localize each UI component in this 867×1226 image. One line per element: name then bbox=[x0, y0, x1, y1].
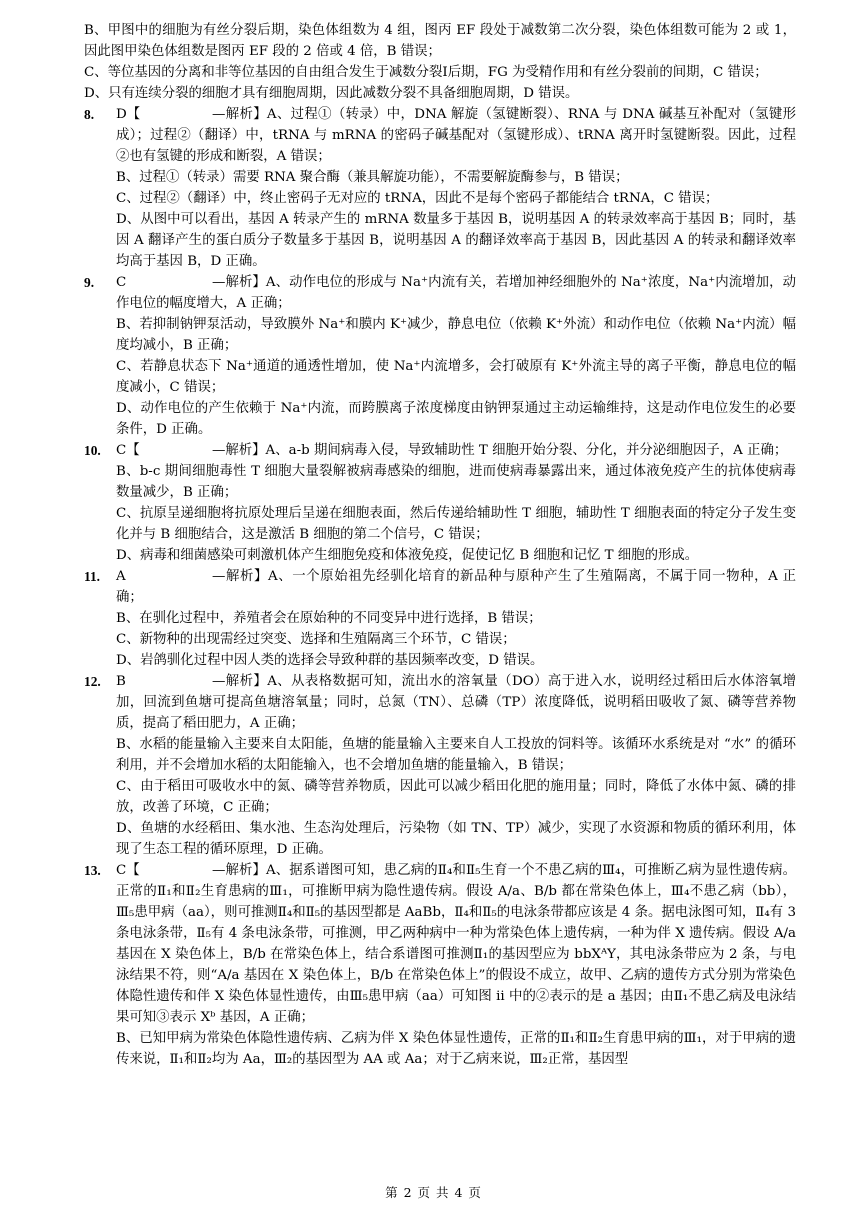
answer-item-12 bbox=[84, 671, 796, 860]
answer-choice: A bbox=[116, 569, 126, 584]
explanation-line: D、岩鸽驯化过程中因人类的选择会导致种群的基因频率改变，D 错误。 bbox=[116, 653, 544, 668]
explanation-line: B、已知甲病为常染色体隐性遗传病、乙病为伴 X 染色体显性遗传，正常的Ⅱ₁和Ⅱ₂生育患甲病的Ⅲ₁，对于甲病的遗传来说，Ⅱ₁和Ⅱ₂均为 Aa，Ⅲ₂的基因型为 AA 或 Aa；对于乙病来说，Ⅲ₂正常，基因型 bbox=[116, 1031, 796, 1067]
explanation-line: B、过程①（转录）需要 RNA 聚合酶（兼具解旋功能），不需要解旋酶参与，B 错误； bbox=[116, 170, 629, 185]
document-body bbox=[84, 20, 796, 1070]
lead-line: B、甲图中的细胞为有丝分裂后期，染色体组数为 4 组，图丙 EF 段处于减数第二次分裂，染色体组数可能为 2 或 1，因此图甲染色体组数是图丙 EF 段的 2 倍或 4 倍，B 错误； bbox=[84, 23, 796, 59]
answer-choice: D【 bbox=[116, 107, 141, 122]
item-number: 9. bbox=[84, 275, 95, 290]
explanation-line: —解析】A、动作电位的形成与 Na⁺内流有关，若增加神经细胞外的 Na⁺浓度，Na⁺内流增加，动作电位的幅度增大，A 正确； bbox=[116, 275, 796, 311]
answer-choice: C bbox=[116, 275, 127, 290]
explanation-line: C、过程②（翻译）中，终止密码子无对应的 tRNA，因此不是每个密码子都能结合 tRNA，C 错误； bbox=[116, 191, 719, 206]
item-number: 11. bbox=[84, 569, 100, 584]
explanation-line: D、病毒和细菌感染可刺激机体产生细胞免疫和体液免疫，促使记忆 B 细胞和记忆 T 细胞的形成。 bbox=[116, 548, 699, 563]
item-number: 10. bbox=[84, 443, 101, 458]
explanation-line: D、鱼塘的水经稻田、集水池、生态沟处理后，污染物（如 TN、TP）减少，实现了水资源和物质的循环利用，体现了生态工程的循环原理，D 正确。 bbox=[116, 821, 796, 857]
explanation-line: C、由于稻田可吸收水中的氮、磷等营养物质，因此可以减少稻田化肥的施用量；同时，降低了水体中氮、磷的排放，改善了环境，C 正确； bbox=[116, 779, 796, 815]
explanation-line: B、b-c 期间细胞毒性 T 细胞大量裂解被病毒感染的细胞，进而使病毒暴露出来，通过体液免疫产生的抗体使病毒数量减少，B 正确； bbox=[116, 464, 796, 500]
explanation-line: D、从图中可以看出，基因 A 转录产生的 mRNA 数量多于基因 B，说明基因 A 的转录效率高于基因 B；同时，基因 A 翻译产生的蛋白质分子数量多于基因 B，说明基因 A 的翻译效率高于基因 B，因此基因 A 的转录和翻译效率均高于基因 B，D 正确。 bbox=[116, 212, 796, 269]
explanation-line: —解析】A、过程①（转录）中，DNA 解旋（氢键断裂）、RNA 与 DNA 碱基互补配对（氢键形成）；过程②（翻译）中，tRNA 与 mRNA 的密码子碱基配对（氢键形成）、tRNA 离开时氢键断裂。因此，过程②也有氢键的形成和断裂，A 错误； bbox=[116, 107, 796, 164]
explanation-line: —解析】A、从表格数据可知，流出水的溶氧量（DO）高于进入水，说明经过稻田后水体溶氧增加，回流到鱼塘可提高鱼塘溶氧量；同时，总氮（TN）、总磷（TP）浓度降低，说明稻田吸收了氮、磷等营养物质，提高了稻田肥力，A 正确； bbox=[116, 674, 796, 731]
explanation-line: C、若静息状态下 Na⁺通道的通透性增加，使 Na⁺内流增多，会打破原有 K⁺外流主导的离子平衡，静息电位的幅度减小，C 错误； bbox=[116, 359, 796, 395]
answer-item-11 bbox=[84, 566, 796, 671]
answer-item-8 bbox=[84, 104, 796, 272]
explanation-line: D、动作电位的产生依赖于 Na⁺内流，而跨膜离子浓度梯度由钠钾泵通过主动运输维持，这是动作电位发生的必要条件，D 正确。 bbox=[116, 401, 796, 437]
page-footer: 第 2 页 共 4 页 bbox=[385, 1185, 482, 1200]
explanation-line: —解析】A、据系谱图可知，患乙病的Ⅱ₄和Ⅱ₅生育一个不患乙病的Ⅲ₄，可推断乙病为显性遗传病。正常的Ⅱ₁和Ⅱ₂生育患病的Ⅲ₁，可推断甲病为隐性遗传病。假设 A/a、B/b 都在常染色体上，Ⅲ₄不患乙病（bb），Ⅲ₅患甲病（aa），则可推测Ⅱ₄和Ⅱ₅的基因型都是 AaBb，Ⅱ₄和Ⅱ₅的电泳条带都应该是 4 条。据电泳图可知，Ⅱ₄有 3 条电泳条带，Ⅱ₅有 4 条电泳条带，可推测，甲乙两种病中一种为常染色体上遗传病，一种为伴 X 遗传病。假设 A/a 基因在 X 染色体上，B/b 在常染色体上，结合系谱图可推测Ⅱ₁的基因型应为 bbXᴬY，其电泳条带应为 2 条，与电泳结果不符，则“A/a 基因在 X 染色体上，B/b 在常染色体上”的假设不成立，故甲、乙病的遗传方式分别为常染色体隐性遗传和伴 X 染色体显性遗传，由Ⅲ₅患甲病（aa）可知图 ii 中的②表示的是 a 基因；由Ⅱ₁不患乙病及电泳结果可知③表示 Xᵇ 基因，A 正确； bbox=[116, 863, 796, 1025]
answer-choice: C【 bbox=[116, 443, 140, 458]
lead-line: D、只有连续分裂的细胞才具有细胞周期，因此减数分裂不具备细胞周期，D 错误。 bbox=[84, 86, 579, 101]
answer-item-9 bbox=[84, 272, 796, 440]
answer-item-10 bbox=[84, 440, 796, 566]
explanation-line: B、若抑制钠钾泵活动，导致膜外 Na⁺和膜内 K⁺减少，静息电位（依赖 K⁺外流）和动作电位（依赖 Na⁺内流）幅度均减小，B 正确； bbox=[116, 317, 796, 353]
explanation-line: B、在驯化过程中，养殖者会在原始种的不同变异中进行选择，B 错误； bbox=[116, 611, 542, 626]
answer-choice: B bbox=[116, 674, 126, 689]
lead-line: C、等位基因的分离和非等位基因的自由组合发生于减数分裂Ⅰ后期，FG 为受精作用和有丝分裂前的间期，C 错误； bbox=[84, 65, 768, 80]
explanation-line: —解析】A、一个原始祖先经驯化培育的新品种与原种产生了生殖隔离，不属于同一物种，A 正确； bbox=[116, 569, 796, 605]
explanation-line: —解析】A、a-b 期间病毒入侵，导致辅助性 T 细胞开始分裂、分化，并分泌细胞因子，A 正确； bbox=[212, 443, 788, 458]
answer-item-13 bbox=[84, 860, 796, 1070]
explanation-line: C、抗原呈递细胞将抗原处理后呈递在细胞表面，然后传递给辅助性 T 细胞，辅助性 T 细胞表面的特定分子发生变化并与 B 细胞结合，这是激活 B 细胞的第二个信号，C 错误； bbox=[116, 506, 796, 542]
item-number: 8. bbox=[84, 107, 95, 122]
item-number: 13. bbox=[84, 863, 101, 878]
item-number: 12. bbox=[84, 674, 101, 689]
explanation-line: B、水稻的能量输入主要来自太阳能，鱼塘的能量输入主要来自人工投放的饲料等。该循环水系统是对 “水” 的循环利用，并不会增加水稻的太阳能输入，也不会增加鱼塘的能量输入，B 错误； bbox=[116, 737, 796, 773]
answer-choice: C【 bbox=[116, 863, 140, 878]
lead-paragraphs bbox=[84, 20, 796, 104]
explanation-line: C、新物种的出现需经过突变、选择和生殖隔离三个环节，C 错误； bbox=[116, 632, 516, 647]
